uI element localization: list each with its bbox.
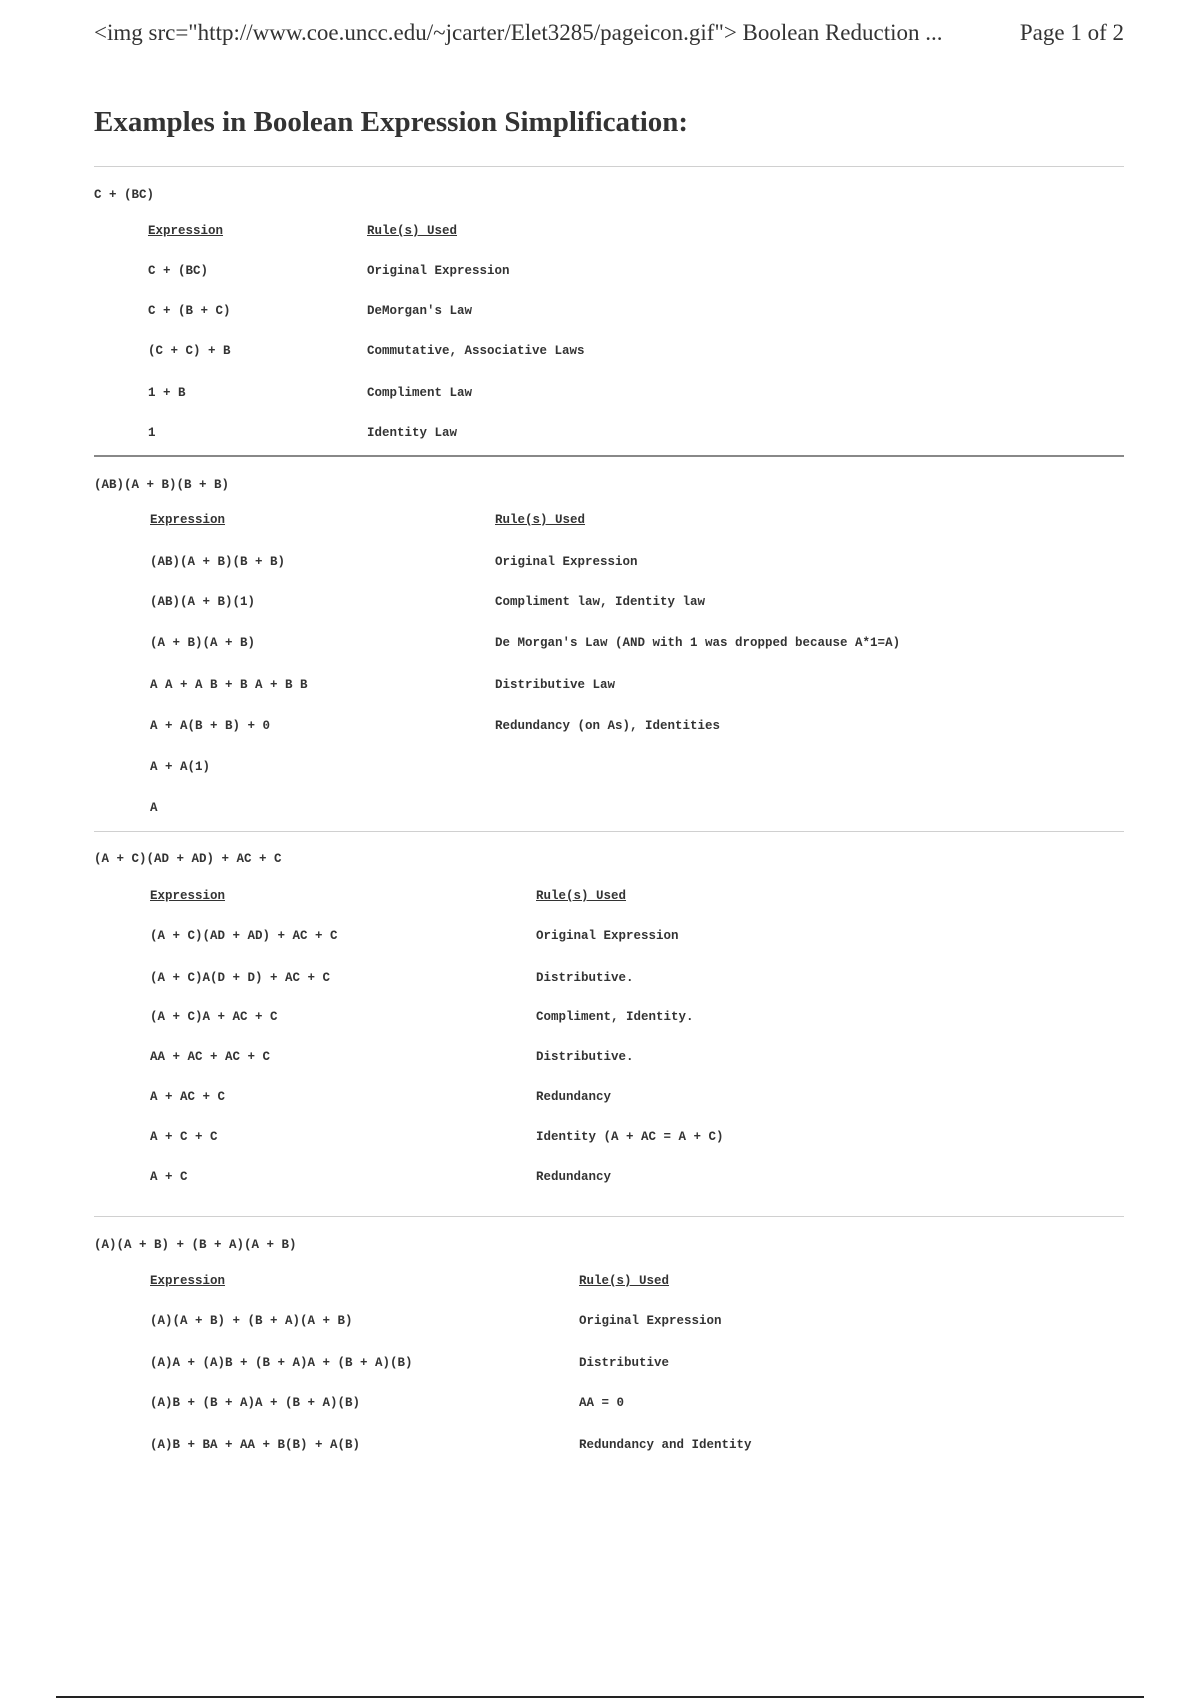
rule-cell: Redundancy — [536, 1090, 612, 1104]
rule-cell: De Morgan's Law (AND with 1 was dropped because A*1=A) — [495, 636, 901, 650]
expression-cell: (C + C) + B — [148, 344, 231, 358]
page-header — [94, 20, 1124, 46]
table-row — [0, 386, 1200, 406]
expression-cell: 1 + B — [148, 386, 186, 400]
expression-cell: 1 — [148, 426, 156, 440]
table-row — [0, 971, 1200, 991]
page-title: Examples in Boolean Expression Simplification: — [94, 106, 689, 138]
rule-cell: Distributive — [579, 1356, 670, 1370]
table-row — [0, 344, 1200, 364]
expression-cell: (A)A + (A)B + (B + A)A + (B + A)(B) — [150, 1356, 413, 1370]
table-row — [0, 264, 1200, 284]
header-source: <img src="http://www.coe.uncc.edu/~jcarter/Elet3285/pageicon.gif"> Boolean Reduction ... — [94, 20, 943, 45]
expression-cell: (A + B)(A + B) — [150, 636, 256, 650]
expression-cell: A + A(B + B) + 0 — [150, 719, 271, 733]
example-title: (A + C)(AD + AD) + AC + C — [94, 852, 282, 866]
divider — [94, 831, 1124, 832]
expression-cell: (A + C)A + AC + C — [150, 1010, 278, 1024]
expression-cell: A + A(1) — [150, 760, 211, 774]
expression-cell: C + (B + C) — [148, 304, 231, 318]
page-number: Page 1 of 2 — [1019, 20, 1124, 45]
table-row — [0, 595, 1200, 615]
table-row — [0, 1130, 1200, 1150]
rule-cell: Original Expression — [367, 264, 510, 278]
table-row — [0, 1396, 1200, 1416]
expression-cell: (A)B + BA + AA + B(B) + A(B) — [150, 1438, 361, 1452]
expression-cell: A + AC + C — [150, 1090, 226, 1104]
expression-column-header: Expression — [150, 889, 226, 903]
divider — [94, 1216, 1124, 1217]
rule-column-header: Rule(s) Used — [579, 1274, 670, 1288]
rule-cell: Commutative, Associative Laws — [367, 344, 585, 358]
table-row — [0, 1050, 1200, 1070]
rule-cell: Distributive. — [536, 971, 634, 985]
expression-cell: (AB)(A + B)(1) — [150, 595, 256, 609]
table-row — [0, 636, 1200, 656]
expression-column-header: Expression — [150, 513, 226, 527]
table-row — [0, 719, 1200, 739]
rule-column-header: Rule(s) Used — [536, 889, 627, 903]
expression-cell: (A)B + (B + A)A + (B + A)(B) — [150, 1396, 361, 1410]
expression-cell: (A + C)(AD + AD) + AC + C — [150, 929, 338, 943]
table-row — [0, 1170, 1200, 1190]
table-row — [0, 1314, 1200, 1334]
table-row — [0, 929, 1200, 949]
rule-cell: Compliment, Identity. — [536, 1010, 694, 1024]
rule-cell: Identity Law — [367, 426, 458, 440]
rule-column-header: Rule(s) Used — [495, 513, 586, 527]
table-row — [0, 426, 1200, 446]
expression-cell: A + C — [150, 1170, 188, 1184]
expression-cell: C + (BC) — [148, 264, 209, 278]
table-row — [0, 1356, 1200, 1376]
divider — [94, 166, 1124, 167]
example-title: (A)(A + B) + (B + A)(A + B) — [94, 1238, 297, 1252]
expression-cell: (A)(A + B) + (B + A)(A + B) — [150, 1314, 353, 1328]
rule-cell: Compliment Law — [367, 386, 473, 400]
rule-cell: Redundancy and Identity — [579, 1438, 752, 1452]
rule-cell: Compliment law, Identity law — [495, 595, 706, 609]
rule-cell: Original Expression — [536, 929, 679, 943]
rule-column-header: Rule(s) Used — [367, 224, 458, 238]
divider — [94, 455, 1124, 457]
example-title: C + (BC) — [94, 188, 155, 202]
expression-cell: A + C + C — [150, 1130, 218, 1144]
example-title: (AB)(A + B)(B + B) — [94, 478, 230, 492]
table-row — [0, 801, 1200, 821]
expression-cell: AA + AC + AC + C — [150, 1050, 271, 1064]
table-row — [0, 304, 1200, 324]
expression-column-header: Expression — [150, 1274, 226, 1288]
rule-cell: Distributive. — [536, 1050, 634, 1064]
rule-cell: Identity (A + AC = A + C) — [536, 1130, 724, 1144]
rule-cell: Original Expression — [495, 555, 638, 569]
expression-cell: A — [150, 801, 158, 815]
rule-cell: Original Expression — [579, 1314, 722, 1328]
rule-cell: DeMorgan's Law — [367, 304, 473, 318]
rule-cell: Redundancy (on As), Identities — [495, 719, 721, 733]
expression-column-header: Expression — [148, 224, 224, 238]
expression-cell: A A + A B + B A + B B — [150, 678, 308, 692]
table-row — [0, 555, 1200, 575]
table-row — [0, 1438, 1200, 1458]
table-row — [0, 760, 1200, 780]
expression-cell: (AB)(A + B)(B + B) — [150, 555, 286, 569]
table-row — [0, 678, 1200, 698]
footer-rule — [56, 1696, 1144, 1698]
rule-cell: AA = 0 — [579, 1396, 625, 1410]
table-row — [0, 1010, 1200, 1030]
table-row — [0, 1090, 1200, 1110]
expression-cell: (A + C)A(D + D) + AC + C — [150, 971, 331, 985]
rule-cell: Redundancy — [536, 1170, 612, 1184]
rule-cell: Distributive Law — [495, 678, 616, 692]
